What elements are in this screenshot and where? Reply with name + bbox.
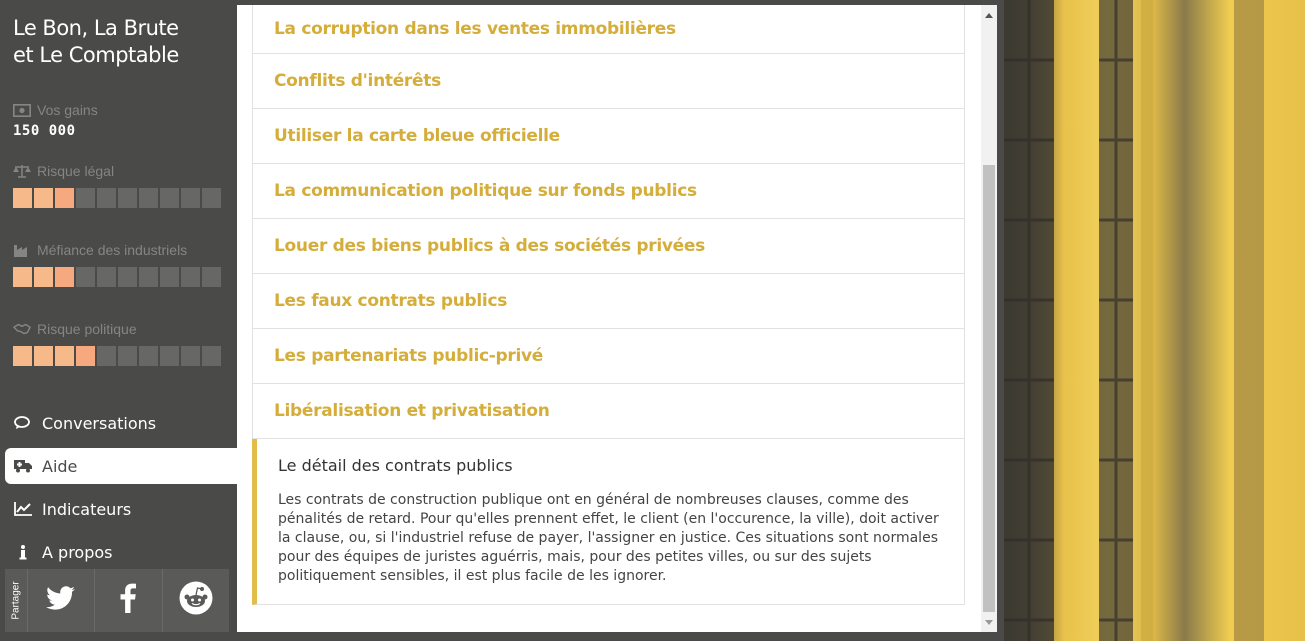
gauge-segment-filled xyxy=(13,346,32,366)
gauge-segment-filled xyxy=(34,267,53,287)
help-topic-item[interactable]: Conflits d'intérêts xyxy=(252,54,965,109)
gauge-segment-empty xyxy=(118,188,137,208)
gauge-segment-empty xyxy=(160,267,179,287)
facebook-icon xyxy=(120,583,136,618)
gauge-industrial-distrust xyxy=(13,241,221,287)
gauge-segment-empty xyxy=(118,267,137,287)
gauge-segment-filled xyxy=(34,346,53,366)
share-reddit-button[interactable] xyxy=(162,569,229,632)
share-label: Partager xyxy=(10,581,22,620)
gauge-segment-filled xyxy=(13,188,32,208)
help-topic-item[interactable]: Utiliser la carte bleue officielle xyxy=(252,109,965,164)
gauge-label: Risque légal xyxy=(37,163,115,179)
gauge-label: Méfiance des industriels xyxy=(37,242,188,258)
gauge-segment-empty xyxy=(202,188,221,208)
gauge-legal-risk xyxy=(13,162,221,208)
gauge-segment-empty xyxy=(160,346,179,366)
nav-aide[interactable] xyxy=(5,448,237,484)
gauge-segment-empty xyxy=(139,188,158,208)
gauge-segment-empty xyxy=(202,267,221,287)
scrollbar-thumb[interactable] xyxy=(983,165,995,612)
scales-icon xyxy=(13,164,31,178)
gauge-segment-empty xyxy=(160,188,179,208)
gauge-label: Risque politique xyxy=(37,321,137,337)
money-icon xyxy=(13,103,31,117)
gains-label: Vos gains xyxy=(37,102,98,118)
gauge-segment-empty xyxy=(181,188,200,208)
gauge-bar xyxy=(13,267,221,287)
gains-value: 150 000 xyxy=(13,123,76,139)
nav-label: Indicateurs xyxy=(42,499,132,519)
chart-line-icon xyxy=(14,502,32,516)
help-topic-item[interactable]: Les partenariats public-privé xyxy=(252,329,965,384)
scroll-down-arrow-icon[interactable] xyxy=(981,614,997,630)
gauge-segment-empty xyxy=(139,267,158,287)
main-nav xyxy=(0,405,237,570)
factory-icon xyxy=(13,243,31,257)
gauge-segment-empty xyxy=(76,188,95,208)
nav-label: A propos xyxy=(42,542,113,562)
game-title xyxy=(13,15,179,69)
info-icon xyxy=(14,545,32,560)
gauge-bar xyxy=(13,346,221,366)
gauge-segment-filled xyxy=(13,267,32,287)
gauge-segment-empty xyxy=(181,267,200,287)
help-topic-item[interactable]: Libéralisation et privatisation xyxy=(252,384,965,439)
gauge-political-risk xyxy=(13,320,221,366)
ambulance-icon xyxy=(14,459,32,473)
gains-panel xyxy=(13,101,98,139)
scroll-up-arrow-icon[interactable] xyxy=(981,7,997,23)
reddit-icon xyxy=(179,581,213,620)
help-topic-detail xyxy=(252,439,965,605)
gauge-segment-empty xyxy=(97,346,116,366)
twitter-icon xyxy=(46,586,76,616)
game-title-line2: et Le Comptable xyxy=(13,43,179,67)
detail-title: Le détail des contrats publics xyxy=(278,456,513,475)
nav-conversations[interactable] xyxy=(0,405,237,441)
gauge-segment-filled xyxy=(55,346,74,366)
detail-text: Les contrats de construction publique ont en général de nombreuses clauses, comme des pénalités de retard. Pour qu'elles prennent effet, le client (en l'occurence, la ville), doit activer la clause, ou, si l'industriel refuse de payer, l'assigner en justice. Ces situations sont normales pour des équipes de juristes aguérris, mais, pour des petites villes, ou sur des sujets politiquement sensibles, il est plus facile de les ignorer. xyxy=(278,492,939,584)
share-twitter-button[interactable] xyxy=(27,569,94,632)
background-building-image xyxy=(1004,0,1305,641)
gauge-segment-filled xyxy=(76,346,95,366)
help-topic-item[interactable]: La corruption dans les ventes immobilières xyxy=(252,5,965,54)
sidebar xyxy=(0,0,237,641)
gauge-segment-empty xyxy=(97,267,116,287)
help-topic-item[interactable]: La communication politique sur fonds publics xyxy=(252,164,965,219)
gauge-segment-filled xyxy=(55,188,74,208)
gauge-segment-empty xyxy=(139,346,158,366)
nav-indicateurs[interactable] xyxy=(0,491,237,527)
nav-a-propos[interactable] xyxy=(0,534,237,570)
handshake-icon xyxy=(13,322,31,336)
gauge-segment-filled xyxy=(34,188,53,208)
gauge-segment-empty xyxy=(97,188,116,208)
gauge-bar xyxy=(13,188,221,208)
gauge-segment-empty xyxy=(118,346,137,366)
content-scrollbar[interactable] xyxy=(981,5,997,632)
share-facebook-button[interactable] xyxy=(94,569,161,632)
nav-label: Conversations xyxy=(42,413,157,433)
help-topic-list xyxy=(252,5,965,605)
game-title-line1: Le Bon, La Brute xyxy=(13,16,179,40)
gauge-segment-filled xyxy=(55,267,74,287)
gauge-segment-empty xyxy=(202,346,221,366)
help-topic-item[interactable]: Louer des biens publics à des sociétés privées xyxy=(252,219,965,274)
help-topic-item[interactable]: Les faux contrats publics xyxy=(252,274,965,329)
comments-icon xyxy=(14,416,32,431)
gauge-segment-empty xyxy=(76,267,95,287)
share-bar xyxy=(5,569,229,632)
gauge-segment-empty xyxy=(181,346,200,366)
nav-label: Aide xyxy=(42,456,78,476)
help-content-panel xyxy=(237,5,997,632)
